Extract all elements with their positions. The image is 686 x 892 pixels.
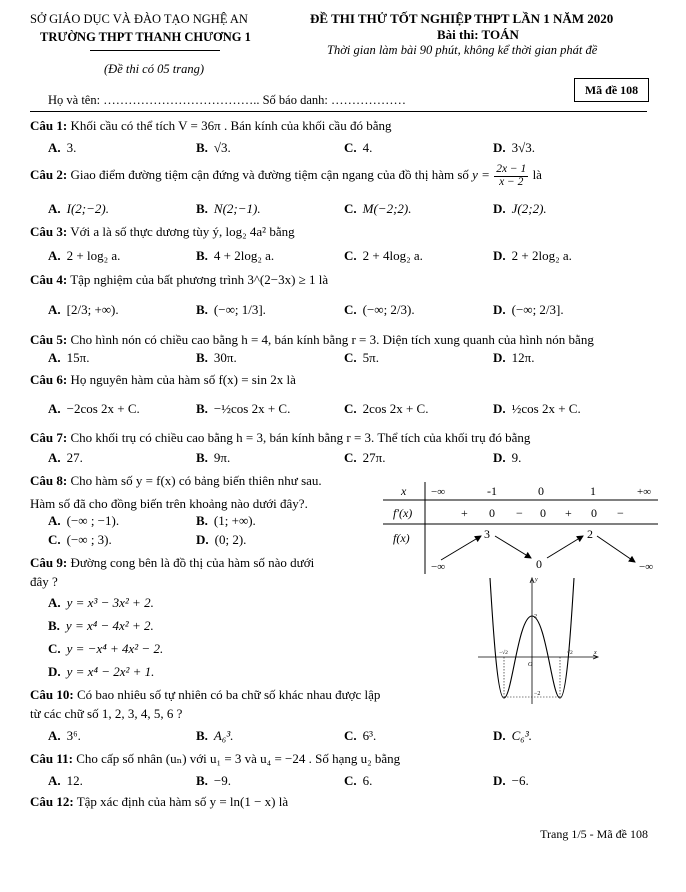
graph-origin: O [528, 662, 533, 668]
graph-tick-neg-root: −√2 [499, 650, 508, 656]
header-divider [90, 50, 220, 51]
school-name: TRƯỜNG THPT THANH CHƯƠNG 1 [40, 30, 251, 44]
table-f-3: 2 [587, 527, 593, 541]
q11-option-c[interactable]: C. 6. [344, 773, 373, 788]
question-3: Câu 3: Với a là số thực dương tùy ý, log₂ 4a² bằng [30, 224, 295, 239]
table-fp-4: + [565, 506, 572, 520]
question-2: Câu 2: Giao điểm đường tiệm cận đứng và đường tiệm cận ngang của đồ thị hàm số y = $\frac{2x - 1}{x - 2}$ là [30, 163, 542, 188]
exam-subject: Bài thi: TOÁN [437, 27, 519, 42]
q8-option-a[interactable]: A. (−∞ ; −1). [48, 513, 120, 528]
q1-option-d[interactable]: D. 3√3. [493, 140, 536, 155]
q10-option-a[interactable]: A. 3⁶. [48, 728, 81, 743]
arrow-down-1 [495, 536, 531, 558]
question-text: Khối cầu có thể tích V = 36π . Bán kính của khối cầu đó bằng [70, 118, 392, 133]
question-1 [30, 118, 391, 134]
q6-option-b[interactable]: B. −½cos 2x + C. [196, 401, 291, 416]
q11-option-a[interactable]: A. 12. [48, 773, 83, 788]
question-6: Câu 6: Họ nguyên hàm của hàm số f(x) = sin 2x là [30, 372, 296, 387]
q8-option-c[interactable]: C. (−∞ ; 3). [48, 532, 112, 547]
fraction: $\frac{2x - 1}{x - 2}$ [496, 163, 527, 188]
name-field: Họ và tên: ……………………………….. Số báo danh: ……………… [48, 93, 406, 107]
table-x-1: -1 [487, 484, 497, 498]
question-9-line2: đây ? [30, 574, 58, 589]
q7-option-a[interactable]: A. 27. [48, 450, 83, 465]
page-footer: Trang 1/5 - Mã đề 108 [540, 827, 648, 841]
table-x-4: +∞ [637, 486, 652, 498]
q3-option-c[interactable]: C. 2 + 4log₂ a. [344, 248, 423, 263]
arrow-up-1 [441, 536, 481, 560]
table-f-2: 0 [536, 557, 542, 571]
question-7: Câu 7: Cho khối trụ có chiều cao bằng h = 3, bán kính bằng r = 3. Thể tích của khối trụ đó bằng [30, 430, 531, 445]
question-label: Câu 1: [30, 118, 68, 133]
table-f-label: f(x) [393, 531, 410, 545]
q10-option-c[interactable]: C. 6³. [344, 728, 377, 743]
table-x-3: 1 [590, 484, 596, 498]
graph-tick-top: 2 [534, 614, 537, 620]
department-name: SỞ GIÁO DỤC VÀ ĐÀO TẠO NGHỆ AN [30, 12, 248, 26]
table-x-label: x [401, 484, 407, 498]
q7-option-c[interactable]: C. 27π. [344, 450, 386, 465]
question-4: Câu 4: Tập nghiệm của bất phương trình 3^(2−3x) ≥ 1 là [30, 272, 329, 287]
q10-option-d[interactable]: D. C₆³. [493, 728, 532, 743]
table-fp-label: f′(x) [393, 506, 413, 520]
table-fp-5: 0 [591, 506, 597, 520]
q1-option-b[interactable]: B. √3. [196, 140, 231, 155]
q5-option-c[interactable]: C. 5π. [344, 350, 379, 365]
graph-tick-pos-root: √2 [567, 650, 573, 656]
function-graph [478, 574, 602, 710]
q3-option-b[interactable]: B. 4 + 2log₂ a. [196, 248, 275, 263]
question-12: Câu 12: Tập xác định của hàm số y = ln(1 − x) là [30, 794, 289, 809]
q11-option-d[interactable]: D. −6. [493, 773, 529, 788]
table-x-2: 0 [538, 484, 544, 498]
table-f-4: −∞ [639, 561, 654, 573]
graph-y-label: y [535, 577, 538, 583]
q11-option-b[interactable]: B. −9. [196, 773, 232, 788]
q1-option-c[interactable]: C. 4. [344, 140, 373, 155]
q5-option-d[interactable]: D. 12π. [493, 350, 535, 365]
exam-code-box: Mã đề 108 [574, 78, 649, 102]
question-9: Câu 9: Đường cong bên là đồ thị của hàm số nào dưới [30, 555, 315, 570]
question-5: Câu 5: Cho hình nón có chiều cao bằng h = 4, bán kính bằng r = 3. Diện tích xung quanh của hình nón bằng [30, 332, 594, 347]
q7-option-b[interactable]: B. 9π. [196, 450, 231, 465]
pages-note: (Đề thi có 05 trang) [104, 62, 204, 76]
question-8-line2: Hàm số đã cho đồng biến trên khoảng nào dưới đây?. [30, 496, 308, 511]
q6-option-c[interactable]: C. 2cos 2x + C. [344, 401, 429, 416]
q9-option-a[interactable]: A. y = x³ − 3x² + 2. [48, 595, 154, 610]
question-10-line2: từ các chữ số 1, 2, 3, 4, 5, 6 ? [30, 706, 183, 721]
q2-option-c[interactable]: C. M(−2;2). [344, 201, 412, 216]
table-f-0: −∞ [431, 561, 446, 573]
time-note: Thời gian làm bài 90 phút, không kể thời gian phát đề [327, 43, 598, 57]
q2-option-a[interactable]: A. I(2;−2). [48, 201, 109, 216]
question-8: Câu 8: Cho hàm số y = f(x) có bảng biến thiên như sau. [30, 473, 322, 488]
q4-option-c[interactable]: C. (−∞; 2/3). [344, 302, 415, 317]
q9-option-c[interactable]: C. y = −x⁴ + 4x² − 2. [48, 641, 164, 656]
q5-option-a[interactable]: A. 15π. [48, 350, 90, 365]
table-f-1: 3 [484, 527, 490, 541]
variation-table [383, 480, 663, 576]
arrow-up-2 [547, 536, 583, 558]
table-fp-1: 0 [489, 506, 495, 520]
exam-title: ĐỀ THI THỬ TỐT NGHIỆP THPT LẦN 1 NĂM 2020 [310, 11, 614, 26]
q3-option-a[interactable]: A. 2 + log₂ a. [48, 248, 121, 263]
q2-option-b[interactable]: B. N(2;−1). [196, 201, 261, 216]
table-fp-0: + [461, 506, 468, 520]
q3-option-d[interactable]: D. 2 + 2log₂ a. [493, 248, 572, 263]
q6-option-a[interactable]: A. −2cos 2x + C. [48, 401, 140, 416]
table-fp-6: − [617, 506, 624, 520]
q9-option-b[interactable]: B. y = x⁴ − 4x² + 2. [48, 618, 154, 633]
table-fp-2: − [516, 506, 523, 520]
graph-x-label: x [594, 650, 597, 656]
q6-option-d[interactable]: D. ½cos 2x + C. [493, 401, 581, 416]
question-11: Câu 11: Cho cấp số nhân (uₙ) với u₁ = 3 và u₄ = −24 . Số hạng u₂ bằng [30, 751, 401, 766]
header-rule [30, 111, 647, 112]
q2-option-d[interactable]: D. J(2;2). [493, 201, 547, 216]
q8-option-b[interactable]: B. (1; +∞). [196, 513, 256, 528]
q9-option-d[interactable]: D. y = x⁴ − 2x² + 1. [48, 664, 155, 679]
graph-tick-bottom: −2 [534, 691, 541, 697]
q10-option-b[interactable]: B. A₆³. [196, 728, 234, 743]
q4-option-d[interactable]: D. (−∞; 2/3]. [493, 302, 564, 317]
q5-option-b[interactable]: B. 30π. [196, 350, 237, 365]
question-10: Câu 10: Có bao nhiêu số tự nhiên có ba chữ số khác nhau được lập [30, 687, 381, 702]
table-fp-3: 0 [540, 506, 546, 520]
q4-option-b[interactable]: B. (−∞; 1/3]. [196, 302, 266, 317]
arrow-down-2 [597, 536, 635, 562]
q8-option-d[interactable]: D. (0; 2). [196, 532, 247, 547]
q4-option-a[interactable]: A. [2/3; +∞). [48, 302, 119, 317]
q1-option-a[interactable]: A. 3. [48, 140, 77, 155]
q7-option-d[interactable]: D. 9. [493, 450, 522, 465]
table-x-0: −∞ [431, 486, 446, 498]
